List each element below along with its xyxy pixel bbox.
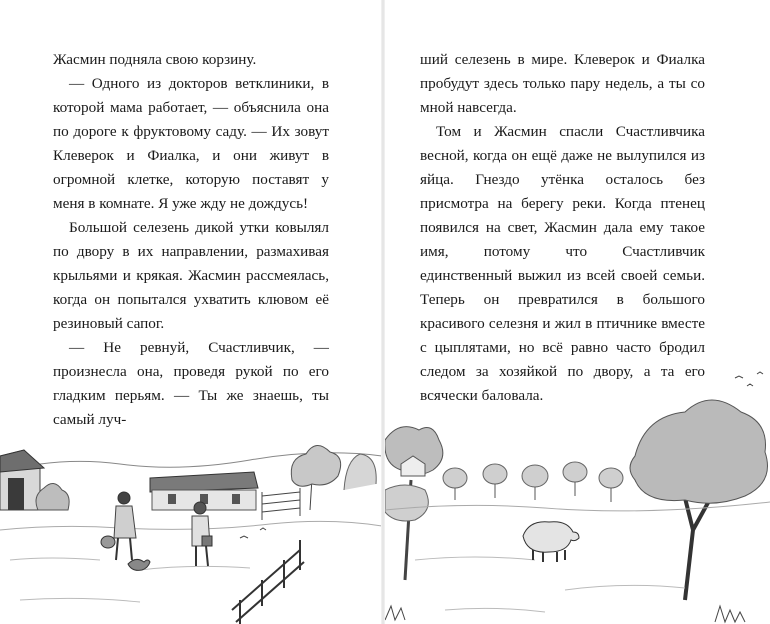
right-page (385, 0, 770, 624)
paragraph: Жасмин подняла свою корзину. (53, 51, 257, 68)
paragraph: Большой селезень дикой утки ковылял по двору в их направлении, размахивая крыльями и крякая. Жасмин рассмеялась, когда он попытался ухватить клювом её резиновый сапог. (53, 219, 329, 332)
right-page-text (420, 48, 705, 408)
paragraph: — Одного из докторов ветклиники, в которой мама работает, — объяснила она по дороге к фруктовому саду. — Их зовут Клеверок и Фиалка, и они живут в огромной клетке, которую поставят у меня в комнате. Я уже жду не дождусь! (53, 75, 329, 212)
left-page (0, 0, 382, 624)
farm-yard-illustration (0, 360, 382, 624)
paragraph: Том и Жасмин спасли Счастливчика весной, когда он ещё даже не вылупился из яйца. Гнездо утёнка осталось без присмотра на берегу реки. Когда птенец появился на свет, Жасмин дала ему такое имя, потому что Счастливчик единственный выжил из всей своей семьи. Теперь он превратился в большого красивого селезня и жил в птичнике вместе с цыплятами, но всё равно часто бродил следом за хозяйкой по двору, а та его всячески баловала. (420, 123, 705, 404)
paragraph: — Не ревнуй, Счастливчик, — произнесла она, проведя рукой по его гладким перьям. — Ты же знаешь, ты самый луч- (53, 339, 329, 428)
paragraph: ший селезень в мире. Клеверок и Фиалка пробудут здесь только пару недель, а ты со мной навсегда. (420, 51, 705, 116)
orchard-pig-illustration (385, 360, 770, 624)
